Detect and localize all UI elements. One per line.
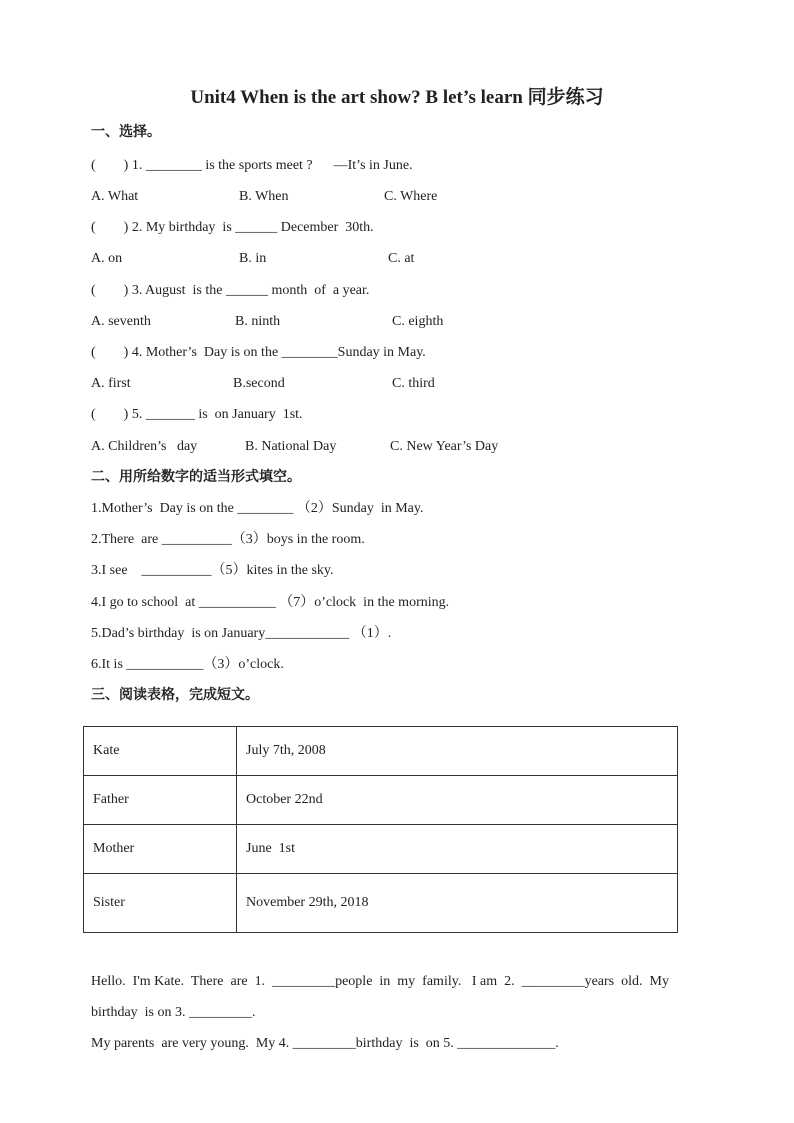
table-cell-birthday: June 1st	[237, 825, 678, 874]
question-1-stem: ( ) 1. ________ is the sports meet ? —It’s in June.	[91, 158, 413, 173]
table-cell-name: Father	[84, 776, 237, 825]
table-cell-name: Kate	[84, 727, 237, 776]
fill-item-5: 5.Dad’s birthday is on January____________ （1）.	[91, 626, 392, 641]
question-4-option-a: A. first	[91, 376, 131, 391]
question-4-option-c: C. third	[392, 376, 435, 391]
table-cell-birthday: October 22nd	[237, 776, 678, 825]
table-cell-name: Sister	[84, 874, 237, 933]
question-5-option-b: B. National Day	[245, 439, 337, 454]
passage-line-2: birthday is on 3. _________.	[91, 1005, 256, 1020]
fill-item-3: 3.I see __________（5）kites in the sky.	[91, 563, 334, 578]
question-4-option-b: B.second	[233, 376, 285, 391]
section-1-heading: 一、选择。	[91, 125, 161, 140]
fill-item-2: 2.There are __________（3）boys in the room.	[91, 532, 365, 547]
table-row	[84, 776, 678, 825]
table-cell-name: Mother	[84, 825, 237, 874]
birthday-table	[83, 726, 678, 933]
table-row	[84, 874, 678, 933]
question-5-stem: ( ) 5. _______ is on January 1st.	[91, 407, 303, 422]
question-2-option-b: B. in	[239, 251, 267, 266]
question-3-option-b: B. ninth	[235, 314, 281, 329]
table-row	[84, 825, 678, 874]
question-2-option-c: C. at	[388, 251, 415, 266]
fill-item-1: 1.Mother’s Day is on the ________ （2）Sunday in May.	[91, 501, 424, 516]
question-4-stem: ( ) 4. Mother’s Day is on the ________Sunday in May.	[91, 345, 426, 360]
question-3-option-c: C. eighth	[392, 314, 444, 329]
page-title: Unit4 When is the art show? B let’s learn 同步练习	[190, 87, 604, 108]
question-3-stem: ( ) 3. August is the ______ month of a year.	[91, 283, 370, 298]
section-3-heading: 三、阅读表格，完成短文。	[91, 688, 259, 703]
question-2-option-a: A. on	[91, 251, 123, 266]
fill-item-4: 4.I go to school at ___________ （7）o’clock in the morning.	[91, 595, 450, 610]
table-row	[84, 727, 678, 776]
question-5-option-a: A. Children’s day	[91, 439, 198, 454]
question-1-option-a: A. What	[91, 189, 139, 204]
passage-line-1: Hello. I'm Kate. There are 1. _________people in my family. I am 2. _________years old. My	[91, 974, 669, 989]
question-1-option-b: B. When	[239, 189, 289, 204]
question-1-option-c: C. Where	[384, 189, 438, 204]
fill-item-6: 6.It is ___________（3）o’clock.	[91, 657, 284, 672]
passage-line-3: My parents are very young. My 4. _________birthday is on 5. ______________.	[91, 1036, 559, 1051]
table-cell-birthday: July 7th, 2008	[237, 727, 678, 776]
question-2-stem: ( ) 2. My birthday is ______ December 30th.	[91, 220, 374, 235]
question-3-option-a: A. seventh	[91, 314, 151, 329]
table-cell-birthday: November 29th, 2018	[237, 874, 678, 933]
question-5-option-c: C. New Year’s Day	[390, 439, 499, 454]
section-2-heading: 二、用所给数字的适当形式填空。	[91, 470, 301, 485]
